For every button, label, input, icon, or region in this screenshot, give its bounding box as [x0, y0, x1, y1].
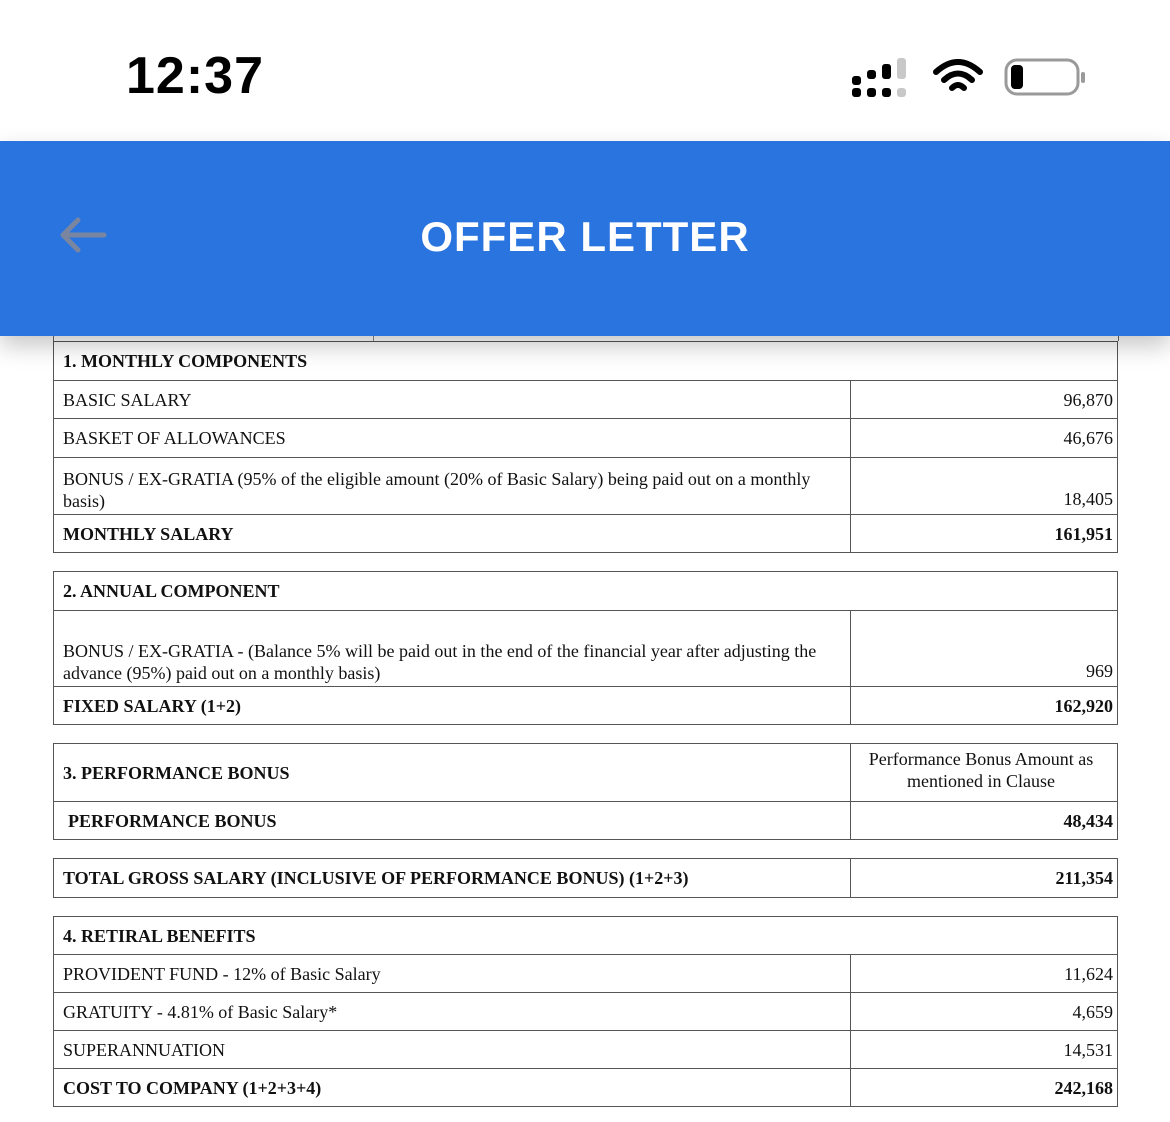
table-row — [54, 381, 1118, 419]
table-row — [54, 993, 1118, 1031]
section-heading: 4. RETIRAL BENEFITS — [54, 917, 1118, 955]
row-value: 14,531 — [851, 1031, 1118, 1069]
performance-bonus-table — [53, 743, 1118, 840]
table-row-total — [54, 687, 1118, 725]
annual-component-table — [53, 571, 1118, 725]
table-row-total — [54, 515, 1118, 553]
row-label: BASKET OF ALLOWANCES — [54, 419, 851, 458]
status-bar — [0, 0, 1170, 141]
app-bar — [0, 141, 1170, 336]
performance-bonus-note: Performance Bonus Amount as mentioned in Clause — [851, 744, 1118, 802]
table-row-total — [54, 859, 1118, 898]
table-row — [54, 955, 1118, 993]
row-value: 48,434 — [851, 802, 1118, 840]
row-value: 162,920 — [851, 687, 1118, 725]
row-value: 969 — [851, 611, 1118, 687]
section-heading: 3. PERFORMANCE BONUS — [54, 744, 851, 802]
gross-salary-table — [53, 858, 1118, 898]
row-label: COST TO COMPANY (1+2+3+4) — [54, 1069, 851, 1107]
row-label: PERFORMANCE BONUS — [54, 802, 851, 840]
row-value: 211,354 — [851, 859, 1118, 898]
battery-icon — [1006, 60, 1085, 94]
table-row-total — [54, 802, 1118, 840]
row-label: BONUS / EX-GRATIA (95% of the eligible amount (20% of Basic Salary) being paid out on a monthly basis) — [54, 458, 851, 515]
wifi-icon — [936, 62, 980, 88]
row-value: 46,676 — [851, 419, 1118, 458]
section-heading: 2. ANNUAL COMPONENT — [54, 572, 1118, 611]
status-icons — [852, 56, 1092, 100]
row-label: FIXED SALARY (1+2) — [54, 687, 851, 725]
cellular-signal-icon — [852, 58, 906, 97]
monthly-components-table — [53, 341, 1118, 553]
row-value: 18,405 — [851, 458, 1118, 515]
page-title: OFFER LETTER — [420, 213, 750, 260]
status-time: 12:37 — [126, 47, 264, 105]
table-row-total — [54, 1069, 1118, 1107]
row-label: BASIC SALARY — [54, 381, 851, 419]
row-value: 242,168 — [851, 1069, 1118, 1107]
row-value: 161,951 — [851, 515, 1118, 553]
row-label: TOTAL GROSS SALARY (INCLUSIVE OF PERFORMANCE BONUS) (1+2+3) — [54, 859, 851, 898]
table-row — [54, 1031, 1118, 1069]
table-row — [54, 419, 1118, 458]
table-row — [54, 458, 1118, 515]
offer-letter-document — [0, 336, 1170, 1122]
row-value: 11,624 — [851, 955, 1118, 993]
row-label: BONUS / EX-GRATIA - (Balance 5% will be paid out in the end of the financial year after adjusting the advance (95%) paid out on a monthly basis) — [54, 611, 851, 687]
row-label: GRATUITY - 4.81% of Basic Salary* — [54, 993, 851, 1031]
row-label: SUPERANNUATION — [54, 1031, 851, 1069]
retiral-benefits-table — [53, 916, 1118, 1107]
row-value: 96,870 — [851, 381, 1118, 419]
row-value: 4,659 — [851, 993, 1118, 1031]
row-label: PROVIDENT FUND - 12% of Basic Salary — [54, 955, 851, 993]
table-row — [54, 611, 1118, 687]
section-heading: 1. MONTHLY COMPONENTS — [54, 342, 1118, 381]
row-label: MONTHLY SALARY — [54, 515, 851, 553]
